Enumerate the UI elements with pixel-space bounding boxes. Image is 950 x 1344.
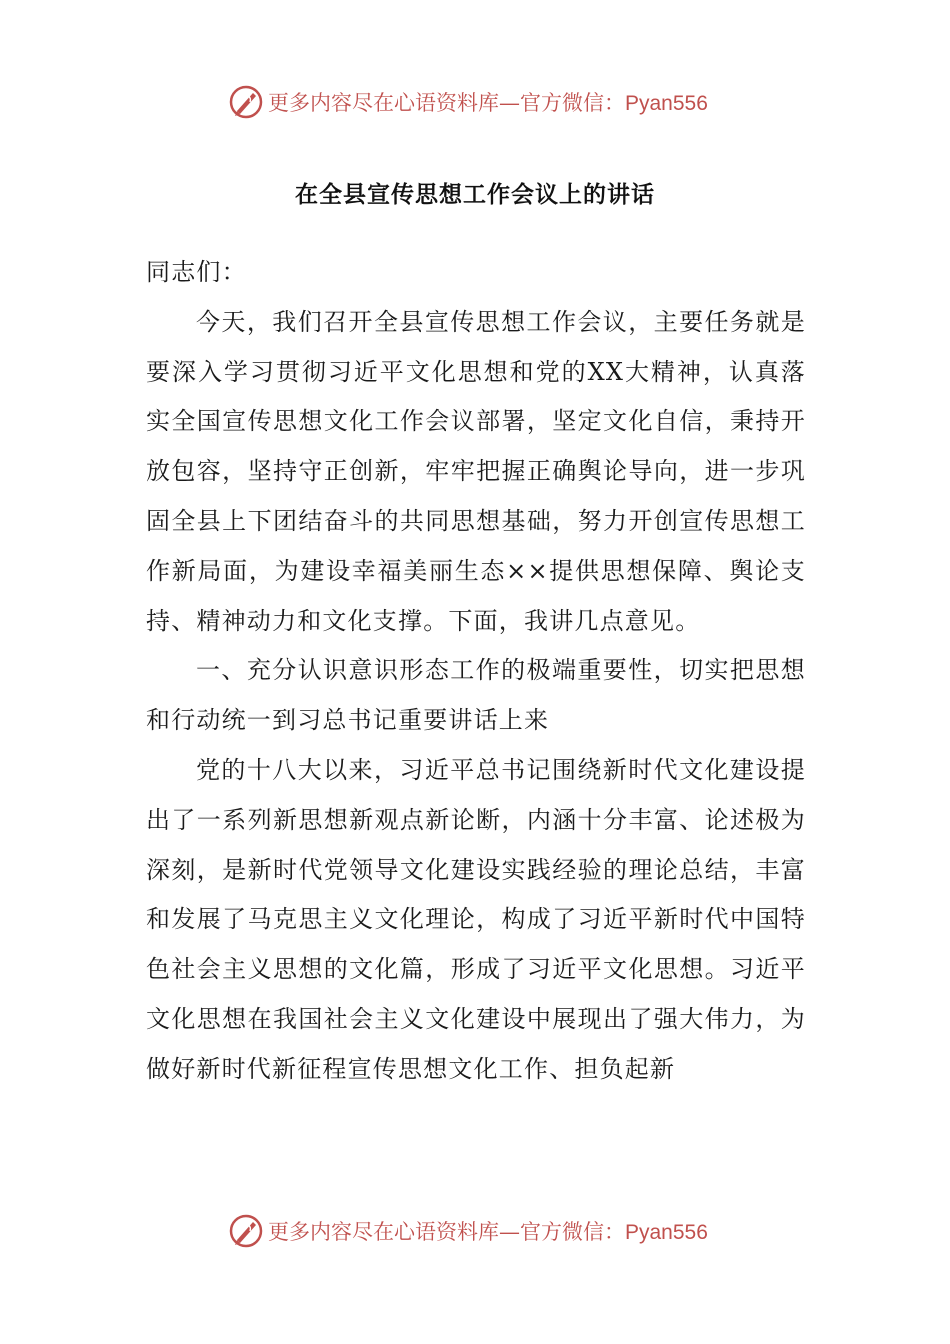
watermark-text [268, 87, 708, 117]
watermark-main: 更多内容尽在心语资料库— [268, 1220, 520, 1244]
watermark-text [268, 1216, 708, 1246]
watermark-contact: 官方微信： [520, 91, 625, 115]
watermark-id: Pyan556 [625, 1221, 708, 1244]
document-title: 在全县宣传思想工作会议上的讲话 [295, 181, 655, 208]
watermark-contact: 官方微信： [520, 1220, 625, 1244]
pen-logo-icon [228, 84, 264, 120]
document-body [146, 248, 806, 1095]
watermark-id: Pyan556 [625, 92, 708, 115]
header-watermark [228, 82, 728, 122]
footer-watermark [228, 1211, 728, 1251]
pen-logo-icon [228, 1213, 264, 1249]
watermark-main: 更多内容尽在心语资料库— [268, 91, 520, 115]
section-heading: 一、充分认识意识形态工作的极端重要性，切实把思想和行动统一到习总书记重要讲话上来 [146, 656, 806, 735]
paragraph: 党的十八大以来，习近平总书记围绕新时代文化建设提出了一系列新思想新观点新论断，内涵十分丰富、论述极为深刻，是新时代党领导文化建设实践经验的理论总结，丰富和发展了马克思主义文化理论，构成了习近平新时代中国特色社会主义思想的文化篇，形成了习近平文化思想。习近平文化思想在我国社会主义文化建设中展现出了强大伟力，为做好新时代新征程宣传思想文化工作、担负起新 [146, 755, 806, 1083]
paragraph: 今天，我们召开全县宣传思想工作会议，主要任务就是要深入学习贯彻习近平文化思想和党的XX大精神，认真落实全国宣传思想文化工作会议部署，坚定文化自信，秉持开放包容，坚持守正创新，牢牢把握正确舆论导向，进一步巩固全县上下团结奋斗的共同思想基础，努力开创宣传思想工作新局面，为建设幸福美丽生态××提供思想保障、舆论支持、精神动力和文化支撑。下面，我讲几点意见。 [146, 307, 806, 635]
salutation: 同志们： [146, 258, 247, 286]
